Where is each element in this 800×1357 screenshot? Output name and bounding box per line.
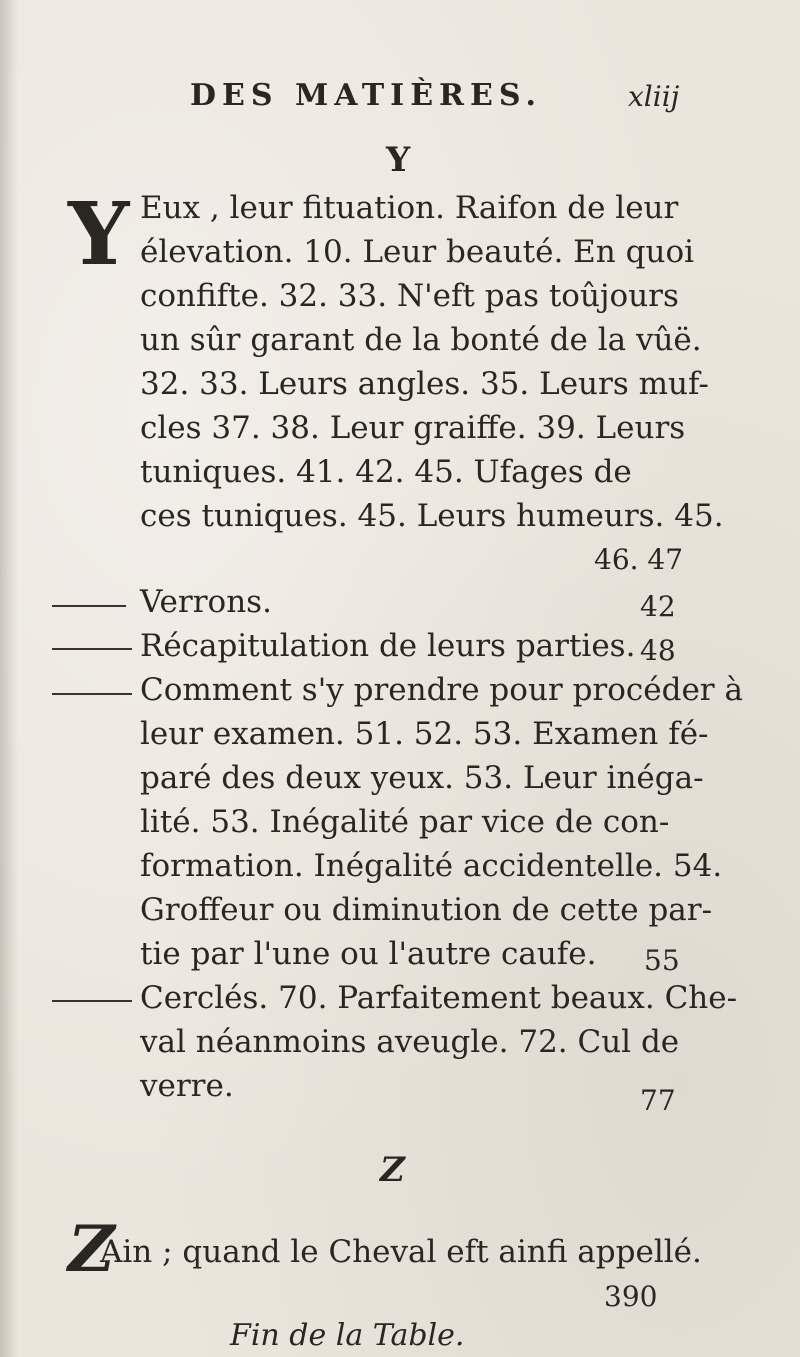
- page-reference: 46. 47: [594, 543, 684, 576]
- section-letter-y: Y: [386, 140, 411, 180]
- entry-line: verre.: [140, 1068, 234, 1104]
- dash-rule: [52, 693, 132, 695]
- sub-entry-recapitulation: Récapitulation de leurs parties.: [140, 628, 636, 664]
- initial-letter-z: Z: [68, 1212, 115, 1287]
- dash-rule: [52, 648, 132, 650]
- entry-line: Eux , leur fituation. Raifon de leur: [140, 190, 679, 226]
- section-letter-z: Z: [380, 1150, 405, 1190]
- entry-line: formation. Inégalité accidentelle. 54.: [140, 848, 723, 884]
- entry-line: ces tuniques. 45. Leurs humeurs. 45.: [140, 498, 724, 534]
- entry-line: leur examen. 51. 52. 53. Examen fé-: [140, 716, 709, 752]
- entry-line: un sûr garant de la bonté de la vûë.: [140, 322, 702, 358]
- entry-line: élevation. 10. Leur beauté. En quoi: [140, 234, 695, 270]
- entry-line: confifte. 32. 33. N'eft pas toûjours: [140, 278, 679, 314]
- entry-line: lité. 53. Inégalité par vice de con-: [140, 804, 670, 840]
- entry-line: Ain ; quand le Cheval eft ainfi appellé.: [100, 1234, 702, 1270]
- entry-line: 32. 33. Leurs angles. 35. Leurs muf-: [140, 366, 709, 402]
- entry-line: Cerclés. 70. Parfaitement beaux. Che-: [140, 980, 738, 1016]
- page-reference: 390: [604, 1280, 658, 1313]
- entry-line: Groffeur ou diminution de cette par-: [140, 892, 713, 928]
- page-number: xliij: [628, 80, 680, 113]
- page-reference: 55: [644, 944, 680, 977]
- page-edge-shadow: [0, 0, 18, 1357]
- entry-line: tuniques. 41. 42. 45. Ufages de: [140, 454, 632, 490]
- dash-rule: [52, 1000, 132, 1002]
- entry-line: val néanmoins aveugle. 72. Cul de: [140, 1024, 680, 1060]
- page-reference: 77: [640, 1084, 676, 1117]
- initial-letter-y: Y: [68, 184, 130, 285]
- page-reference: 48: [640, 634, 676, 667]
- entry-line: Comment s'y prendre pour procéder à: [140, 672, 743, 708]
- entry-line: paré des deux yeux. 53. Leur inéga-: [140, 760, 704, 796]
- page-reference: 42: [640, 590, 676, 623]
- dash-rule: [52, 605, 126, 607]
- sub-entry-verrons: Verrons.: [140, 584, 272, 620]
- entry-line: tie par l'une ou l'autre caufe.: [140, 936, 597, 972]
- end-of-table: Fin de la Table.: [230, 1318, 465, 1353]
- entry-line: cles 37. 38. Leur graiffe. 39. Leurs: [140, 410, 686, 446]
- running-head: DES MATIÈRES.: [190, 78, 542, 113]
